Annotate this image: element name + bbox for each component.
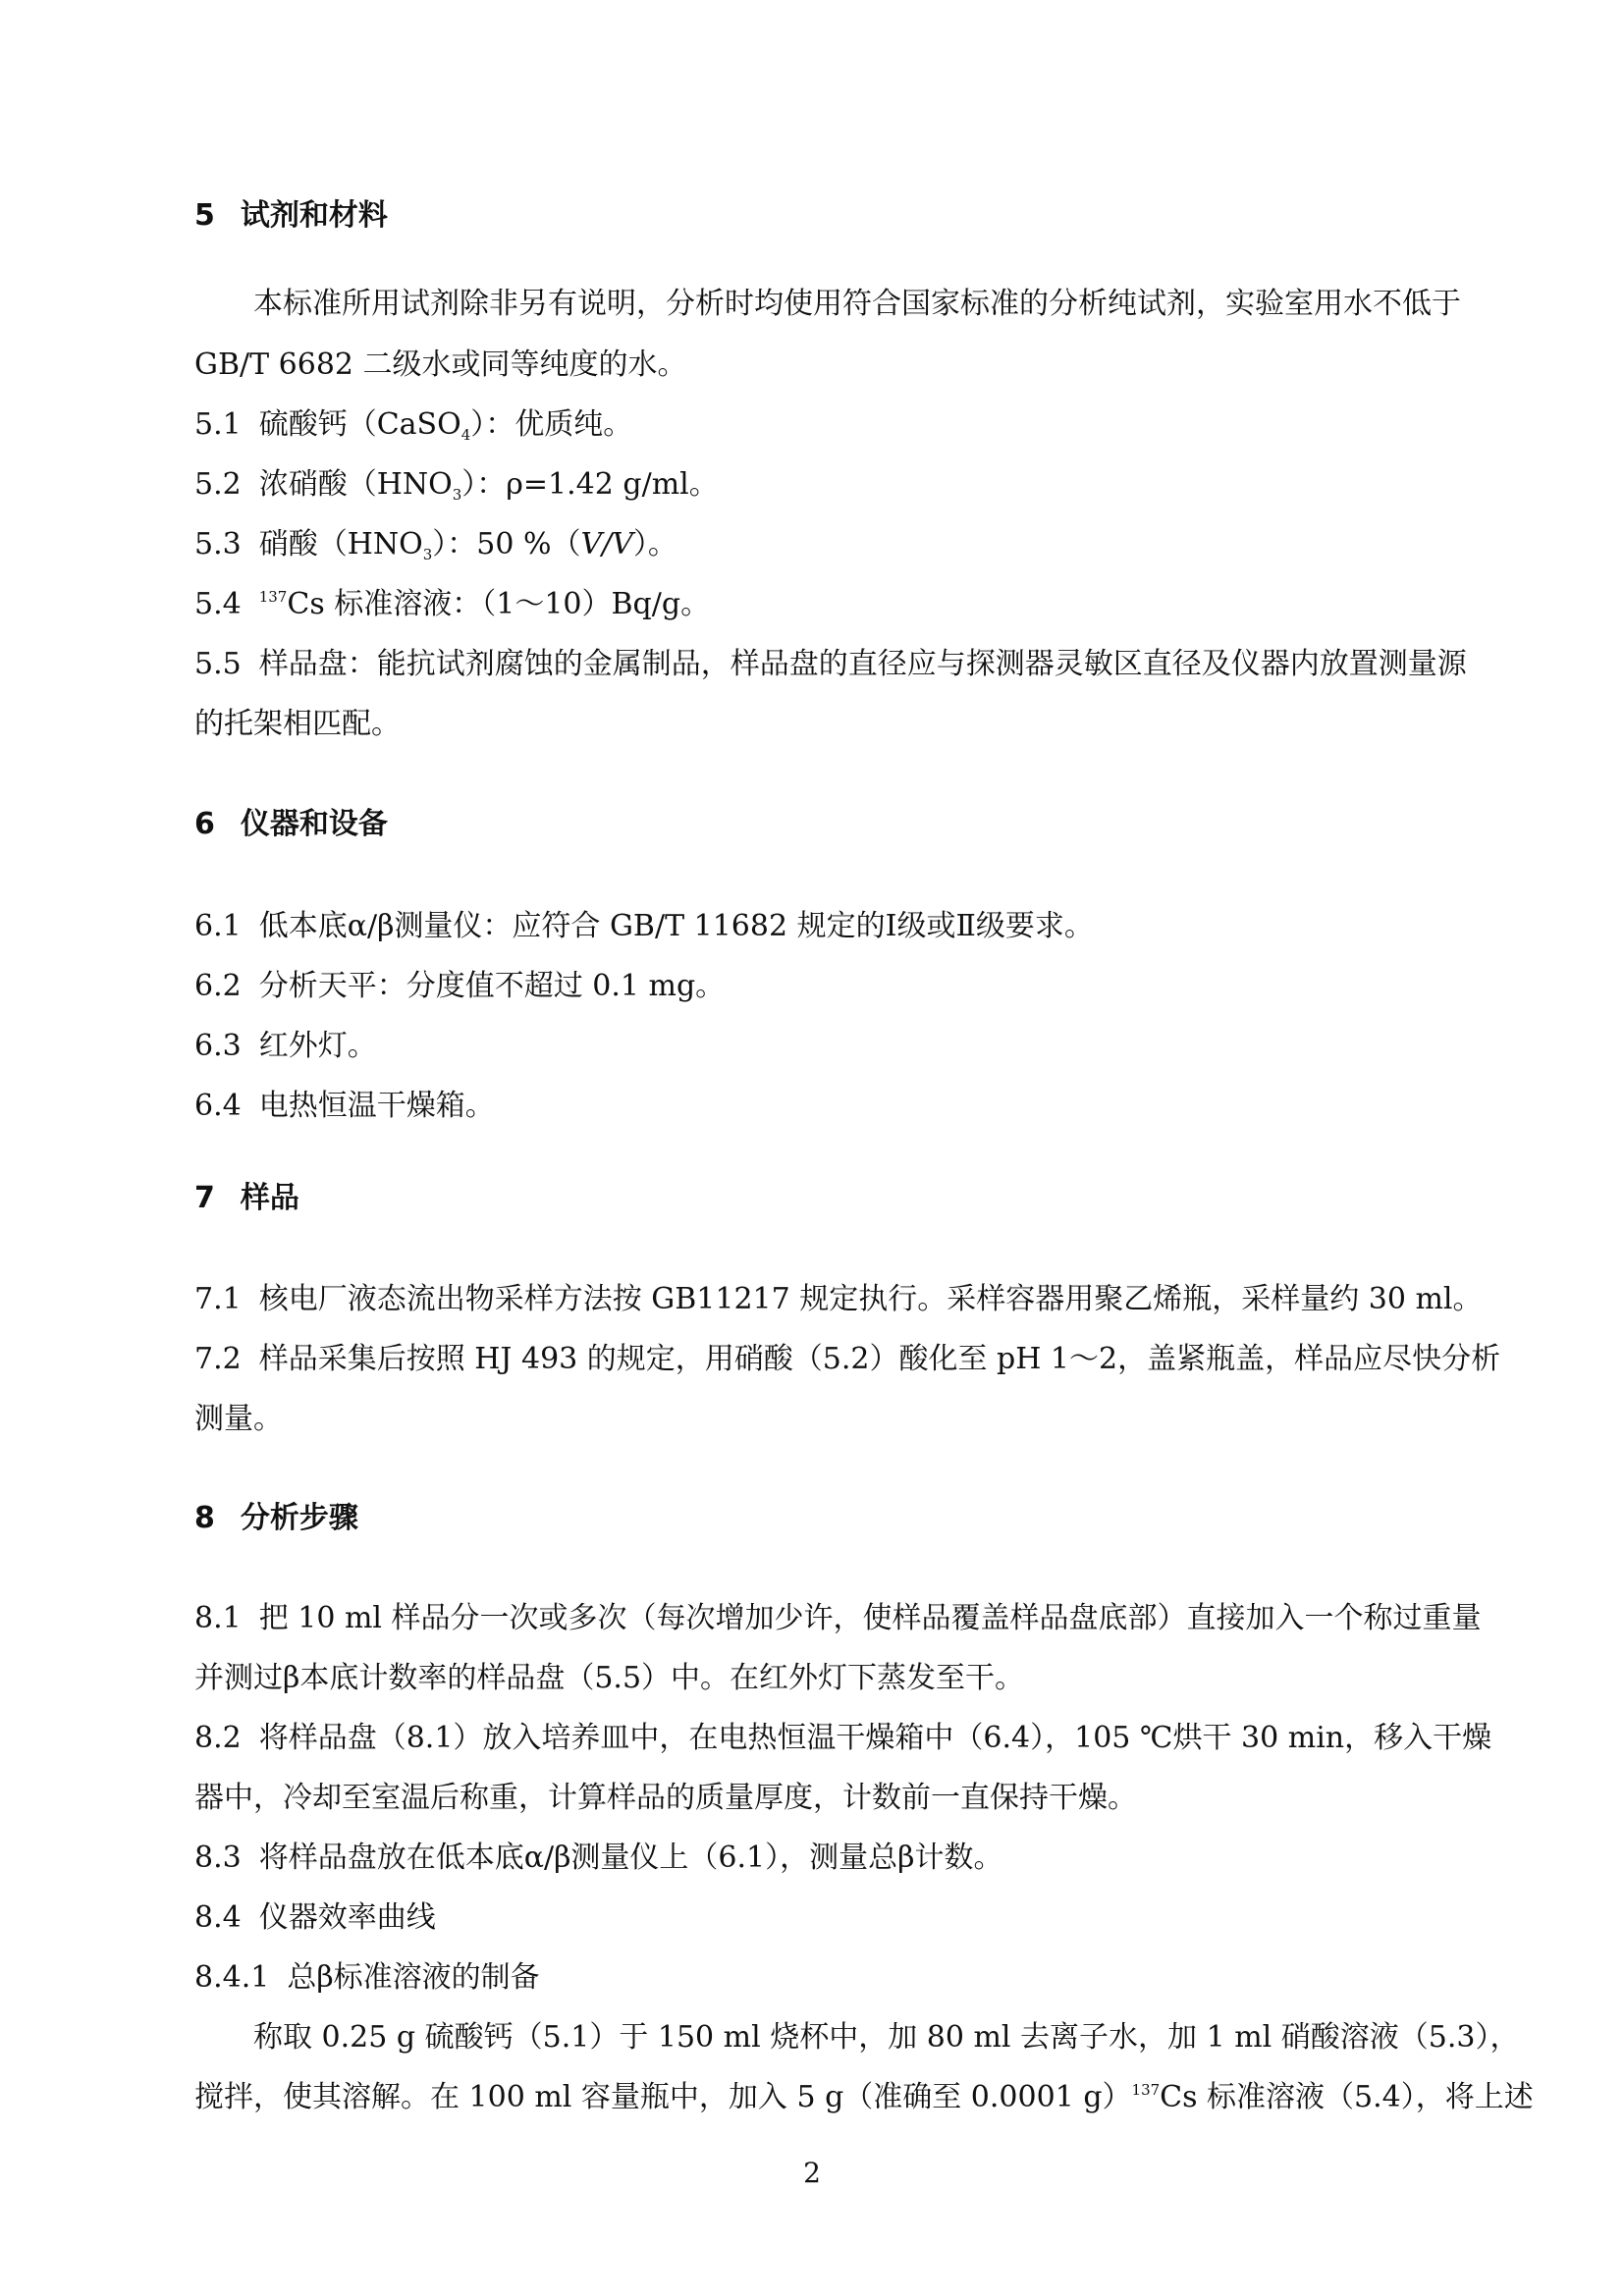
item-text: 硫酸钙（CaSO — [258, 407, 461, 442]
item-number: 7.2 — [194, 1342, 242, 1376]
item-text: 将样品盘放在低本底α/β测量仪上（6.1），测量总β计数。 — [258, 1841, 1003, 1875]
item-text: ）：50 %（ — [432, 527, 581, 561]
item-number: 5.2 — [194, 467, 242, 502]
item-number: 5.1 — [194, 407, 242, 442]
item-8-1 — [194, 1599, 1482, 1638]
item-number: 5.5 — [194, 647, 242, 681]
item-number: 7.1 — [194, 1282, 242, 1316]
section-number: 6 — [194, 807, 215, 841]
item-text: 样品采集后按照 HJ 493 的规定，用硝酸（5.2）酸化至 pH 1～2，盖紧瓶盖，样品应尽快分析 — [258, 1342, 1501, 1376]
item-text: 红外灯。 — [258, 1029, 377, 1063]
section-5-intro-line-1: 本标准所用试剂除非另有说明，分析时均使用符合国家标准的分析纯试剂，实验室用水不低于 — [253, 287, 1461, 321]
item-7-2 — [194, 1340, 1501, 1379]
item-number: 8.4 — [194, 1900, 242, 1935]
item-6-4 — [194, 1087, 1441, 1126]
superscript: 137 — [1131, 2081, 1161, 2099]
item-number: 5.4 — [194, 587, 242, 621]
item-8-4-1 — [194, 1958, 1441, 1998]
item-5-1 — [194, 405, 1441, 445]
paragraph-text: Cs 标准溶液（5.4），将上述 — [1160, 2080, 1534, 2114]
paragraph-8-4-1-line-1: 称取 0.25 g 硫酸钙（5.1）于 150 ml 烧杯中，加 80 ml 去离子水，加 1 ml 硝酸溶液（5.3）， — [253, 2020, 1520, 2055]
item-number: 8.3 — [194, 1841, 242, 1875]
section-number: 7 — [194, 1181, 215, 1215]
section-number: 5 — [194, 198, 215, 233]
item-8-2 — [194, 1719, 1492, 1758]
subscript: 3 — [422, 546, 433, 563]
section-8-heading — [194, 1499, 1441, 1538]
item-8-3 — [194, 1839, 1441, 1878]
item-5-2 — [194, 465, 1441, 505]
item-text: 硝酸（HNO — [258, 527, 423, 561]
item-6-1 — [194, 907, 1441, 946]
item-text: ）。 — [632, 527, 677, 561]
item-text: 浓硝酸（HNO — [258, 467, 453, 502]
section-5-intro-line-2: GB/T 6682 二级水或同等纯度的水。 — [194, 347, 687, 382]
section-5-heading — [194, 196, 1441, 236]
section-title: 样品 — [240, 1181, 299, 1215]
italic-text: V/V — [580, 527, 633, 561]
item-5-4 — [194, 585, 1441, 624]
item-text: Cs 标准溶液：（1～10）Bq/g。 — [287, 587, 711, 621]
item-7-2-continued: 测量。 — [194, 1402, 283, 1436]
item-number: 6.4 — [194, 1089, 242, 1123]
subscript: 3 — [452, 486, 462, 504]
paragraph-text: 搅拌，使其溶解。在 100 ml 容量瓶中，加入 5 g（准确至 0.0001 g） — [194, 2080, 1132, 2114]
item-text: 将样品盘（8.1）放入培养皿中，在电热恒温干燥箱中（6.4），105 ℃烘干 30 min，移入干燥 — [258, 1721, 1492, 1755]
item-text: 仪器效率曲线 — [258, 1900, 436, 1935]
section-6-heading — [194, 805, 1441, 844]
item-text: 核电厂液态流出物采样方法按 GB11217 规定执行。采样容器用聚乙烯瓶，采样量约 30 ml。 — [258, 1282, 1483, 1316]
item-text: 总β标准溶液的制备 — [287, 1960, 540, 1995]
item-8-1-continued: 并测过β本底计数率的样品盘（5.5）中。在红外灯下蒸发至干。 — [194, 1661, 1025, 1695]
item-text: ）：优质纯。 — [470, 407, 633, 442]
subscript: 4 — [460, 426, 471, 444]
superscript: 137 — [258, 588, 288, 606]
item-number: 8.2 — [194, 1721, 242, 1755]
item-number: 8.4.1 — [194, 1960, 270, 1995]
item-text: 样品盘：能抗试剂腐蚀的金属制品，样品盘的直径应与探测器灵敏区直径及仪器内放置测量源 — [258, 647, 1467, 681]
item-8-4 — [194, 1898, 1441, 1938]
section-title: 试剂和材料 — [240, 198, 388, 233]
item-number: 6.1 — [194, 909, 242, 943]
item-text: 电热恒温干燥箱。 — [258, 1089, 495, 1123]
paragraph-8-4-1-line-2 — [194, 2078, 1534, 2117]
section-7-heading — [194, 1179, 1441, 1218]
section-title: 分析步骤 — [240, 1501, 358, 1535]
item-6-2 — [194, 967, 1441, 1006]
item-number: 8.1 — [194, 1601, 242, 1635]
item-7-1 — [194, 1280, 1483, 1319]
item-8-2-continued: 器中，冷却至室温后称重，计算样品的质量厚度，计数前一直保持干燥。 — [194, 1781, 1137, 1815]
item-6-3 — [194, 1027, 1441, 1066]
item-text: 分析天平：分度值不超过 0.1 mg。 — [258, 969, 726, 1003]
section-title: 仪器和设备 — [240, 807, 388, 841]
item-5-5-continued: 的托架相匹配。 — [194, 707, 401, 741]
item-text: 把 10 ml 样品分一次或多次（每次增加少许，使样品覆盖样品盘底部）直接加入一个称过重量 — [258, 1601, 1482, 1635]
item-5-5 — [194, 645, 1467, 684]
item-text: 低本底α/β测量仪：应符合 GB/T 11682 规定的Ⅰ级或Ⅱ级要求。 — [258, 909, 1094, 943]
section-number: 8 — [194, 1501, 215, 1535]
item-number: 6.3 — [194, 1029, 242, 1063]
item-text: ）：ρ=1.42 g/ml。 — [461, 467, 719, 502]
item-number: 6.2 — [194, 969, 242, 1003]
item-5-3 — [194, 525, 1441, 564]
page-number: 2 — [803, 2157, 821, 2189]
item-number: 5.3 — [194, 527, 242, 561]
